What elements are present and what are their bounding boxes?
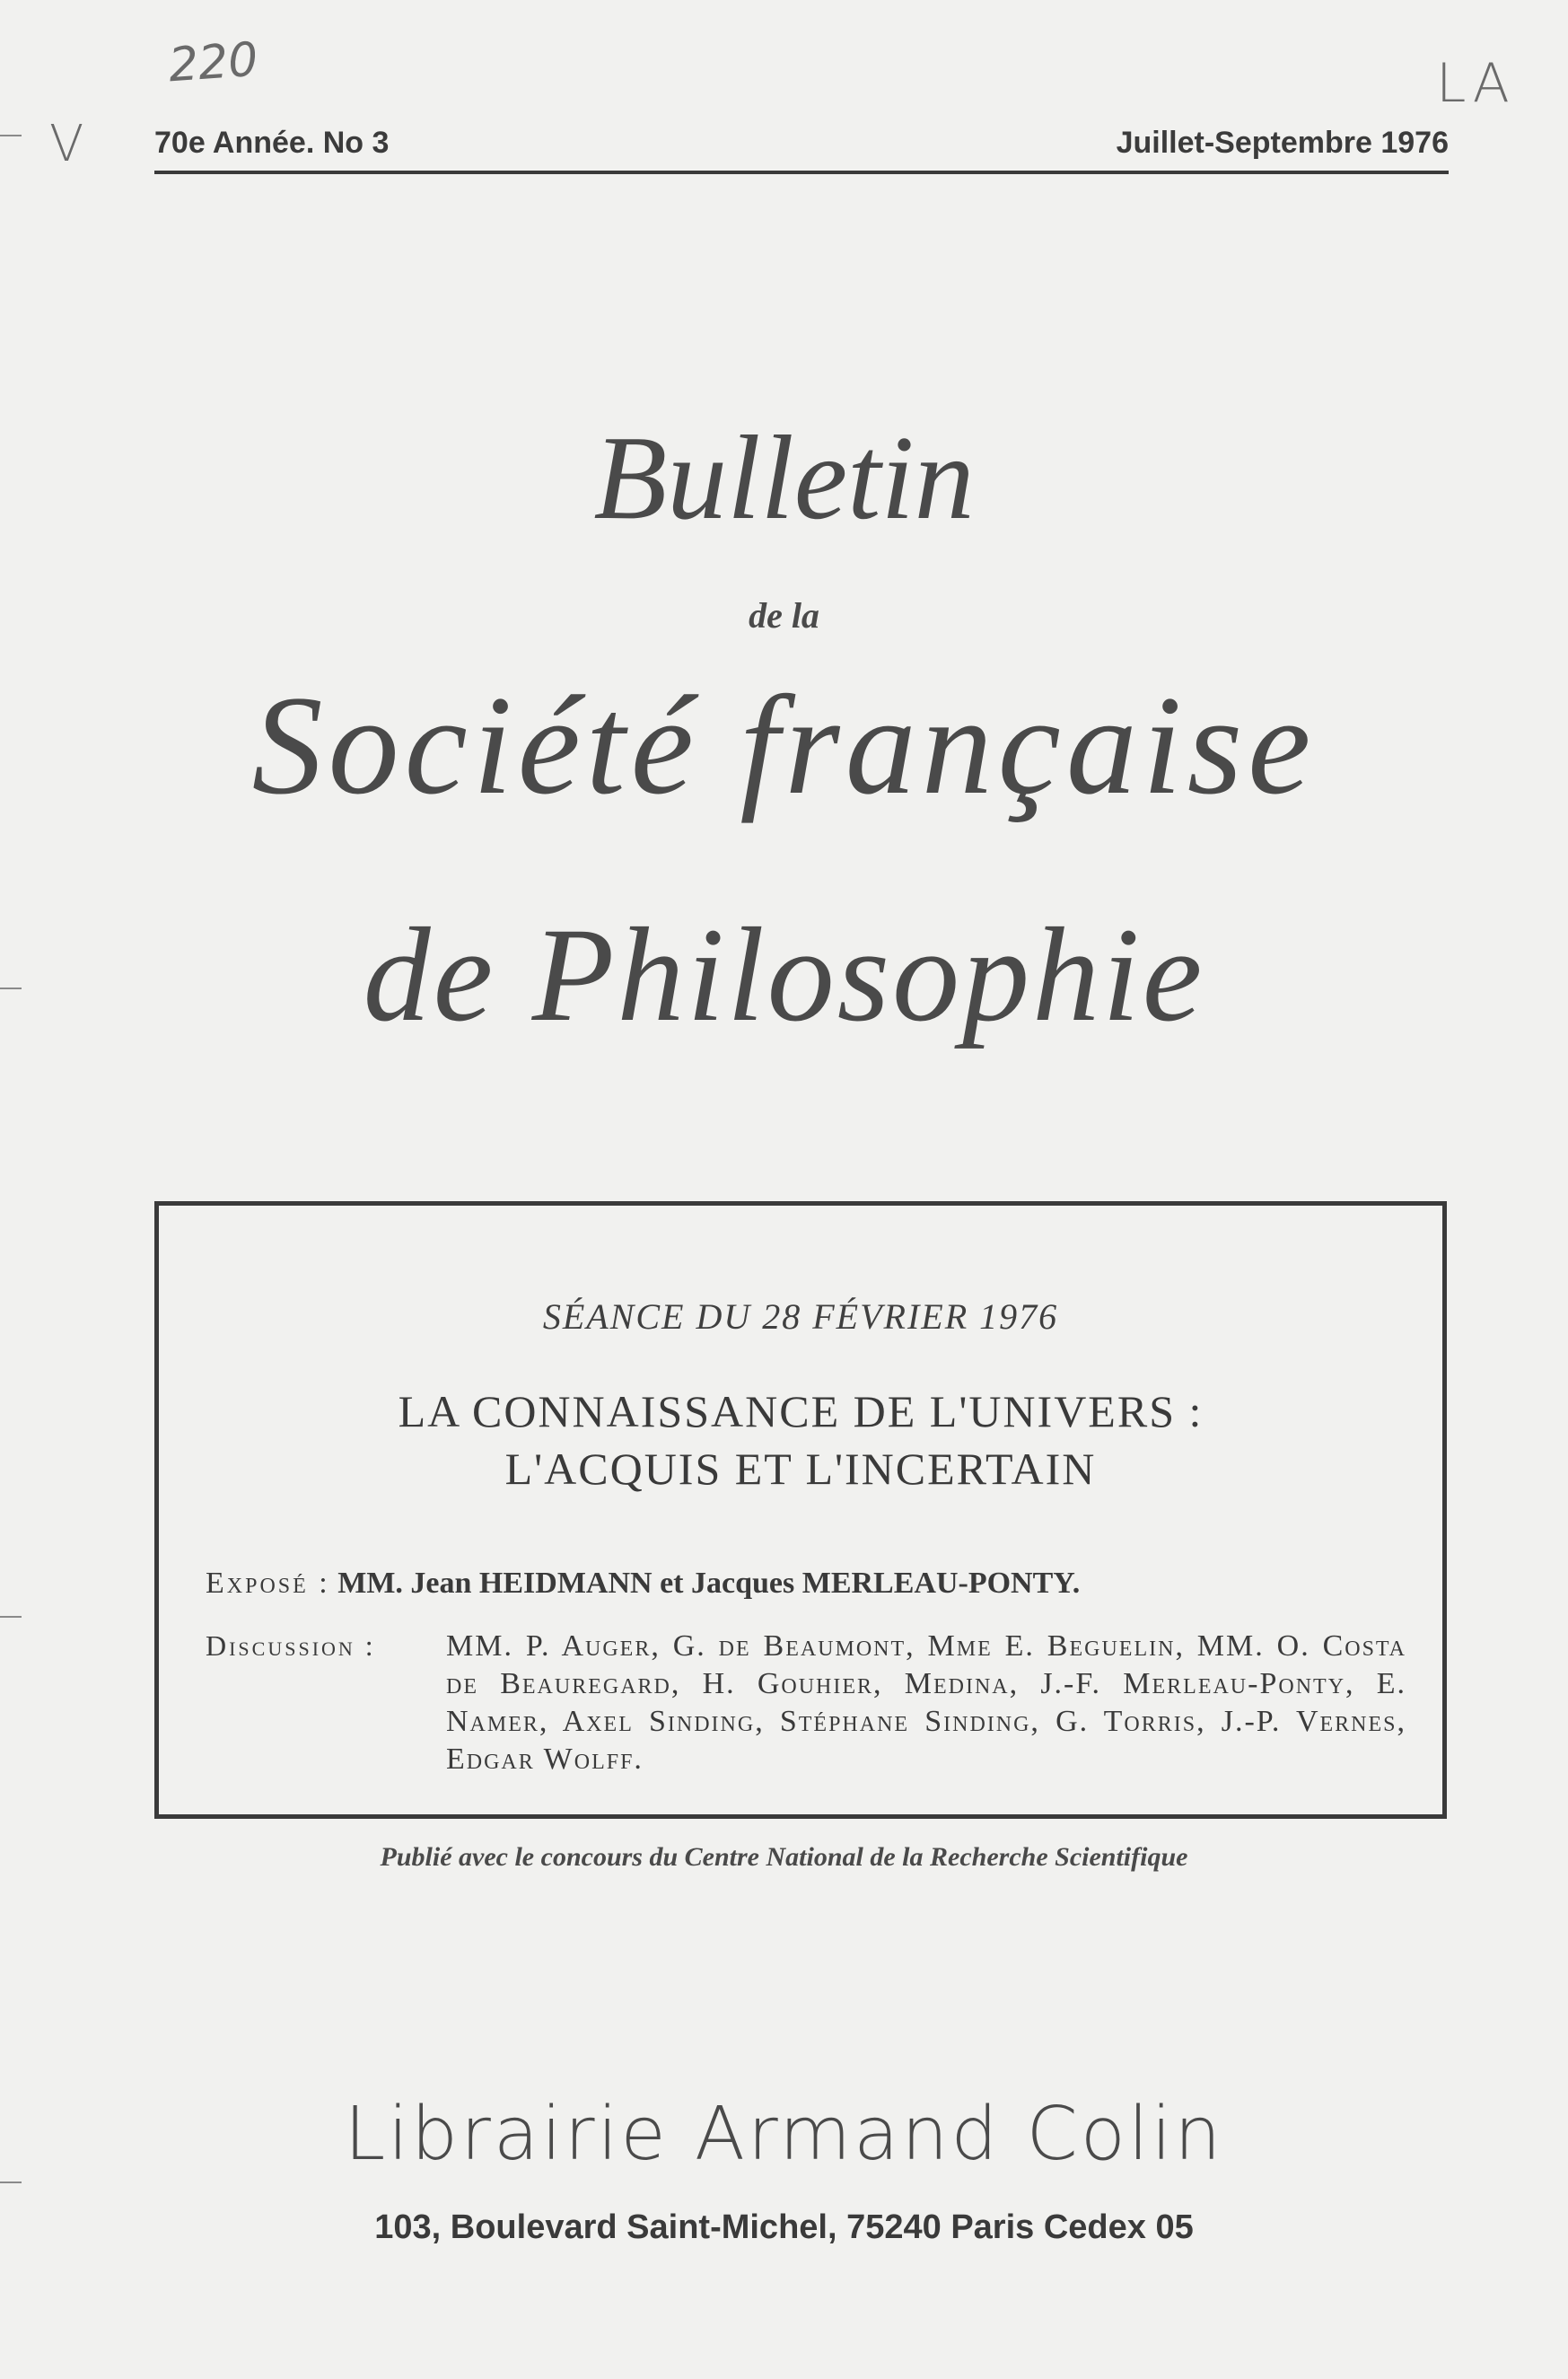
subject-line-1: LA CONNAISSANCE DE L'UNIVERS : xyxy=(398,1386,1204,1436)
discussion-names: MM. P. Auger, G. de Beaumont, Mme E. Beguelin, MM. O. Costa de Beauregard, H. Gouhier, Medina, J.-F. Merleau-Ponty, E. Namer, Axel Sinding, Stéphane Sinding, G. Torris, J.-P. Vernes, Edgar Wolff. xyxy=(446,1629,1406,1776)
title-bulletin: Bulletin xyxy=(593,411,975,544)
discussion-label: Discussion : xyxy=(206,1629,376,1662)
expose-label: Exposé : xyxy=(206,1567,330,1600)
title-societe: Société française xyxy=(251,667,1317,824)
session-box xyxy=(154,1201,1447,1819)
issue-number: 70e Année. No 3 xyxy=(154,126,390,160)
published-note: Publié avec le concours du Centre National de la Recherche Scientifique xyxy=(380,1842,1188,1872)
margin-tick xyxy=(0,1616,22,1618)
handwritten-code: LA xyxy=(1436,52,1515,115)
expose-row xyxy=(206,1567,1080,1601)
margin-tick xyxy=(0,2181,22,2183)
publisher-address: 103, Boulevard Saint-Michel, 75240 Paris Cedex 05 xyxy=(374,2208,1194,2246)
title-philosophie: de Philosophie xyxy=(363,900,1205,1049)
handwritten-number: 220 xyxy=(167,32,260,93)
publisher-name: Librairie Armand Colin xyxy=(344,2092,1224,2177)
handwritten-check: V xyxy=(49,115,84,173)
subject-line-2: L'ACQUIS ET L'INCERTAIN xyxy=(504,1444,1097,1494)
session-date: SÉANCE DU 28 FÉVRIER 1976 xyxy=(542,1296,1059,1337)
issue-date: Juillet-Septembre 1976 xyxy=(1116,126,1449,160)
issue-header xyxy=(154,126,1449,174)
expose-names: MM. Jean HEIDMANN et Jacques MERLEAU-PONTY. xyxy=(337,1567,1081,1600)
title-de-la: de la xyxy=(749,595,819,636)
margin-tick xyxy=(0,135,22,136)
